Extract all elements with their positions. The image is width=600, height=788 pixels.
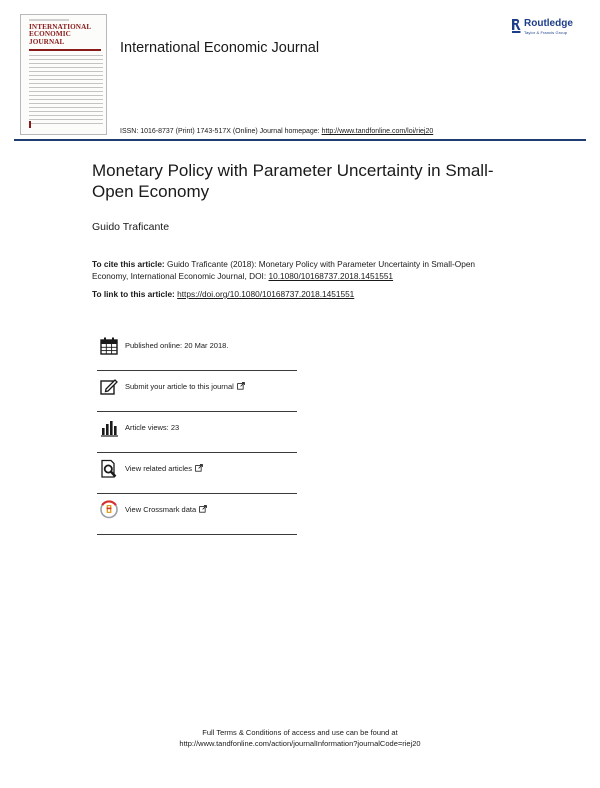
citation-block: [92, 259, 512, 282]
footer-terms-link[interactable]: http://www.tandfonline.com/action/journalInformation?journalCode=riej20: [179, 739, 421, 748]
edit-icon: [99, 377, 119, 397]
bar-chart-icon: [99, 418, 119, 438]
routledge-r-icon: [511, 18, 521, 36]
external-link-icon: [237, 382, 245, 390]
crossmark-item[interactable]: [97, 494, 297, 535]
routledge-logo: [511, 18, 591, 40]
related-articles-item[interactable]: [97, 453, 297, 494]
journal-name: International Economic Journal: [120, 40, 320, 56]
related-search-icon: [99, 459, 119, 479]
submit-article-item[interactable]: [97, 371, 297, 412]
journal-homepage-link[interactable]: http://www.tandfonline.com/loi/riej20: [321, 128, 434, 135]
crossmark-link[interactable]: View Crossmark data: [125, 505, 197, 514]
header-divider: [14, 139, 586, 141]
article-url-link[interactable]: https://doi.org/10.1080/10168737.2018.1451551: [177, 289, 355, 299]
cite-label: To cite this article:: [92, 259, 165, 269]
footer-terms-text: Full Terms & Conditions of access and use can be found at: [202, 728, 398, 737]
related-articles-link[interactable]: View related articles: [125, 464, 192, 473]
doi-link[interactable]: 10.1080/10168737.2018.1451551: [268, 270, 394, 281]
cover-publisher-mark: [29, 121, 45, 128]
published-online-text: Published online: 20 Mar 2018.: [125, 341, 229, 350]
calendar-icon: [99, 336, 119, 356]
article-author: Guido Traficante: [92, 221, 170, 233]
external-link-icon: [195, 464, 203, 472]
link-label: To link to this article:: [92, 289, 178, 299]
cover-masthead: INTERNATIONAL ECONOMIC JOURNAL: [29, 23, 92, 46]
external-link-icon: [199, 505, 207, 513]
publisher-name: Routledge: [524, 18, 573, 29]
submit-article-link[interactable]: Submit your article to this journal: [125, 382, 234, 391]
article-title: Monetary Policy with Parameter Uncertainty in Small-Open Economy: [92, 161, 494, 201]
issn-line: ISSN: 1016-8737 (Print) 1743-517X (Online) Journal homepage: http://www.tandfonline.com/loi/riej20: [120, 128, 434, 135]
article-views-text: Article views: 23: [125, 423, 180, 432]
published-online-item: [97, 330, 297, 371]
journal-cover-thumbnail: [20, 14, 107, 135]
footer-terms: [0, 727, 600, 749]
crossmark-icon: [99, 500, 119, 520]
article-link-line: [92, 289, 354, 299]
cite-text: Guido Traficante (2018): Monetary Policy with Parameter Uncertainty in Small-Open Economy, International Economic Journal, DOI:: [92, 259, 476, 281]
article-info-list: [97, 330, 297, 535]
publisher-tagline: Taylor & Francis Group: [524, 30, 568, 35]
article-views-item: [97, 412, 297, 453]
